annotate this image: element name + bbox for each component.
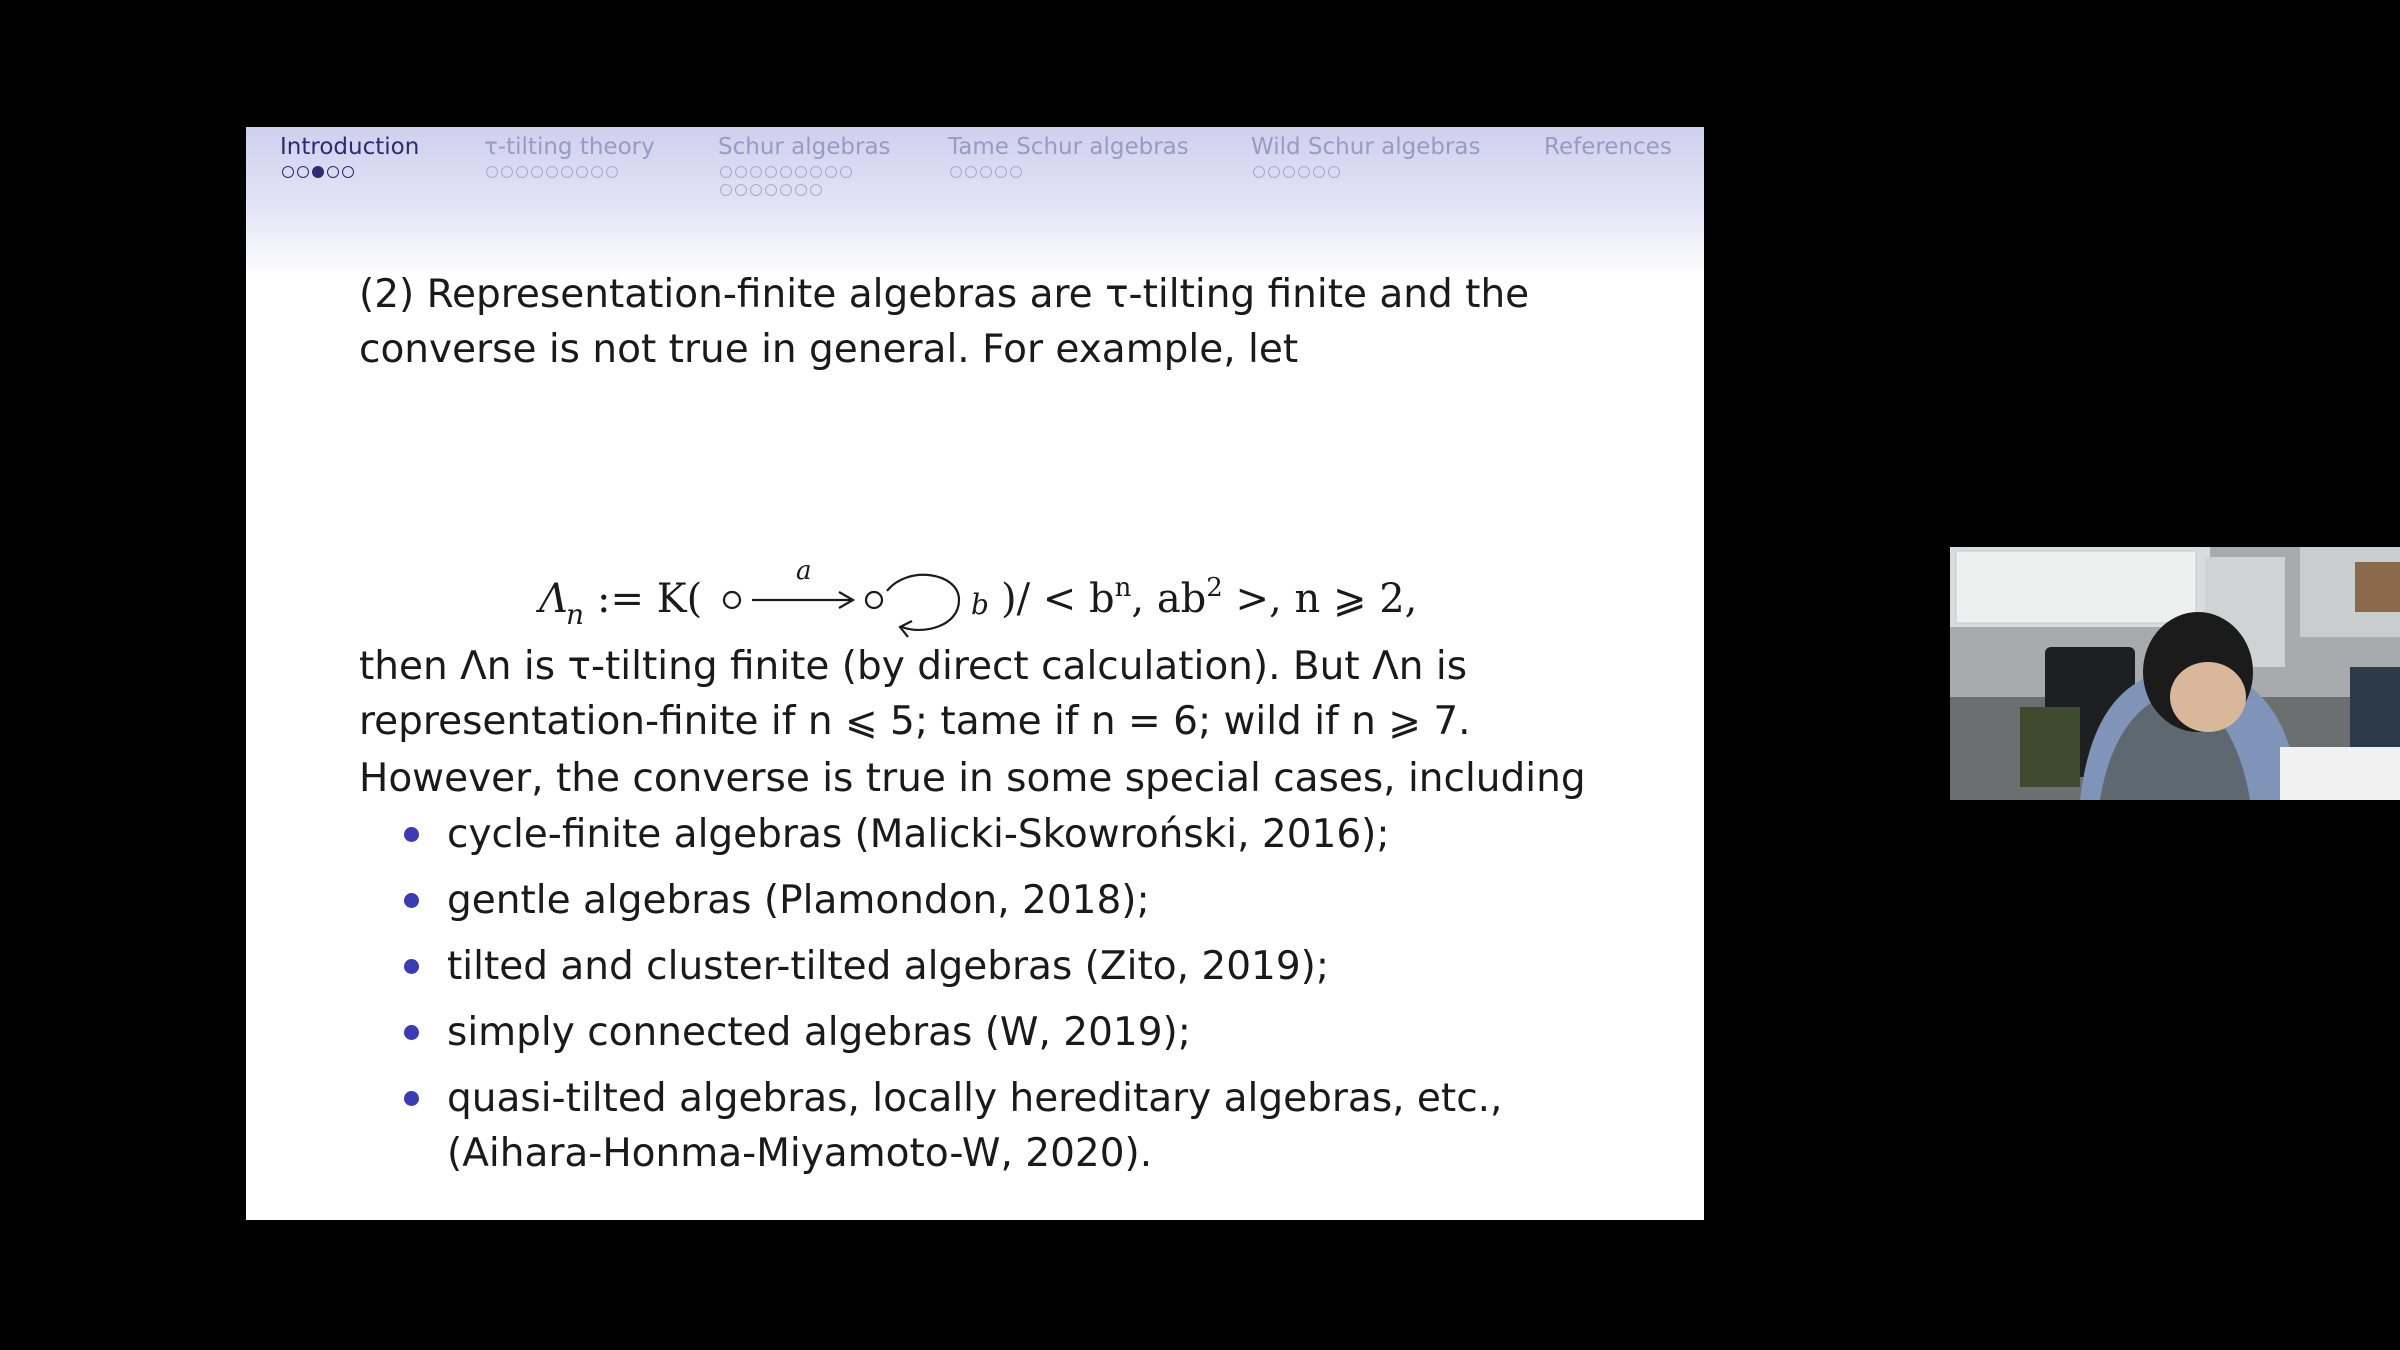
nav-progress-dots	[1253, 163, 1480, 181]
frame-dot[interactable]	[546, 166, 558, 178]
frame-dot[interactable]	[750, 166, 762, 178]
nav-section-references[interactable]	[1544, 131, 1672, 163]
text-line: representation-finite if n ⩽ 5; tame if n = 6; wild if n ⩾ 7.	[359, 699, 1471, 744]
frame-dot[interactable]	[531, 166, 543, 178]
nav-section-schur-algebras[interactable]	[718, 131, 891, 199]
arrow-label-a: a	[796, 556, 812, 586]
frame-dot[interactable]	[980, 166, 992, 178]
beamer-navigation-bar	[246, 127, 1704, 277]
loop-label-b: b	[971, 588, 989, 621]
text-line: converse is not true in general. For example, let	[359, 327, 1299, 372]
frame-dot[interactable]	[606, 166, 618, 178]
frame-dot[interactable]	[825, 166, 837, 178]
intro-paragraph	[359, 267, 1659, 377]
frame-dot[interactable]	[780, 184, 792, 196]
bullet-marker	[404, 893, 419, 908]
list-item	[359, 939, 1609, 994]
however-sentence	[359, 751, 1586, 806]
frame-dot[interactable]	[810, 166, 822, 178]
speaker-webcam-thumbnail	[1950, 547, 2400, 800]
frame-dot[interactable]	[297, 166, 309, 178]
frame-dot[interactable]	[1268, 166, 1280, 178]
frame-dot[interactable]	[1328, 166, 1340, 178]
list-item-text: cycle-finite algebras (Malicki-Skowroński, 2016);	[447, 812, 1390, 857]
list-item-text: simply connected algebras (W, 2019);	[447, 1010, 1191, 1055]
nav-progress-dots	[720, 181, 891, 199]
bullet-marker	[404, 959, 419, 974]
frame-dot[interactable]	[795, 184, 807, 196]
quiver-loop-b	[887, 575, 959, 630]
nav-section-wild-schur-algebras[interactable]	[1251, 131, 1480, 181]
frame-dot[interactable]	[591, 166, 603, 178]
presentation-slide	[246, 127, 1704, 1220]
special-cases-list	[359, 807, 1609, 1192]
nav-section-tame-schur-algebras[interactable]	[948, 131, 1189, 181]
list-item-text: tilted and cluster-tilted algebras (Zito, 2019);	[447, 944, 1329, 989]
frame-dot[interactable]	[501, 166, 513, 178]
frame-dot[interactable]	[1283, 166, 1295, 178]
frame-dot[interactable]	[995, 166, 1007, 178]
text-line: then Λn is τ-tilting finite (by direct calculation). But Λn is	[359, 644, 1468, 689]
frame-dot[interactable]	[720, 166, 732, 178]
frame-dot[interactable]	[965, 166, 977, 178]
formula-relations: )/ < $b^n$, $ab^2$ >, n ⩾ 2,	[1001, 573, 1418, 622]
frame-dot[interactable]	[735, 184, 747, 196]
list-item	[359, 873, 1609, 928]
text-line: However, the converse is true in some special cases, including	[359, 756, 1586, 801]
frame-dot[interactable]	[342, 166, 354, 178]
nav-progress-dots	[486, 163, 655, 181]
bullet-marker	[404, 1025, 419, 1040]
frame-dot[interactable]	[810, 184, 822, 196]
text-line: (2) Representation-finite algebras are τ-tilting finite and the	[359, 272, 1530, 317]
bullet-marker	[404, 1091, 419, 1106]
quiver-vertex-2	[866, 592, 882, 608]
webcam-image	[1950, 547, 2400, 800]
frame-dot[interactable]	[765, 166, 777, 178]
slide-body	[359, 267, 1659, 1176]
nav-progress-dots	[720, 163, 891, 181]
frame-dot[interactable]	[1010, 166, 1022, 178]
nav-section-introduction[interactable]	[280, 131, 419, 181]
frame-dot[interactable]	[327, 166, 339, 178]
list-item	[359, 1005, 1609, 1060]
frame-dot[interactable]	[840, 166, 852, 178]
frame-dot[interactable]	[1253, 166, 1265, 178]
quiver-vertex-1	[724, 592, 740, 608]
frame-dot[interactable]	[780, 166, 792, 178]
nav-progress-dots	[282, 163, 419, 181]
frame-dot[interactable]	[1298, 166, 1310, 178]
quiver-formula	[359, 547, 1579, 647]
frame-dot[interactable]	[486, 166, 498, 178]
nav-progress-dots	[950, 163, 1189, 181]
current-frame-dot[interactable]	[312, 166, 324, 178]
frame-dot[interactable]	[282, 166, 294, 178]
list-item	[359, 1071, 1609, 1181]
list-item-text: (Aihara-Honma-Miyamoto-W, 2020).	[447, 1131, 1153, 1176]
frame-dot[interactable]	[576, 166, 588, 178]
frame-dot[interactable]	[950, 166, 962, 178]
formula-lambda: Λ	[539, 576, 568, 622]
formula-assign: := K(	[597, 576, 703, 622]
then-paragraph	[359, 639, 1471, 749]
nav-section-title: Wild Schur algebras	[1251, 134, 1481, 160]
frame-dot[interactable]	[561, 166, 573, 178]
frame-dot[interactable]	[720, 184, 732, 196]
nav-section-title: References	[1544, 134, 1672, 160]
frame-dot[interactable]	[516, 166, 528, 178]
formula-subscript: n	[566, 598, 585, 631]
list-item-text: gentle algebras (Plamondon, 2018);	[447, 878, 1150, 923]
frame-dot[interactable]	[750, 184, 762, 196]
frame-dot[interactable]	[795, 166, 807, 178]
frame-dot[interactable]	[1313, 166, 1325, 178]
frame-dot[interactable]	[735, 166, 747, 178]
nav-section-tau-tilting-theory[interactable]	[484, 131, 655, 181]
nav-section-title: Schur algebras	[718, 134, 891, 160]
list-item	[359, 807, 1609, 862]
nav-section-title: τ-tilting theory	[484, 134, 655, 160]
frame-dot[interactable]	[765, 184, 777, 196]
bullet-marker	[404, 827, 419, 842]
nav-section-title: Tame Schur algebras	[948, 134, 1189, 160]
nav-section-title: Introduction	[280, 134, 420, 160]
list-item-text: quasi-tilted algebras, locally hereditary algebras, etc.,	[447, 1076, 1503, 1121]
